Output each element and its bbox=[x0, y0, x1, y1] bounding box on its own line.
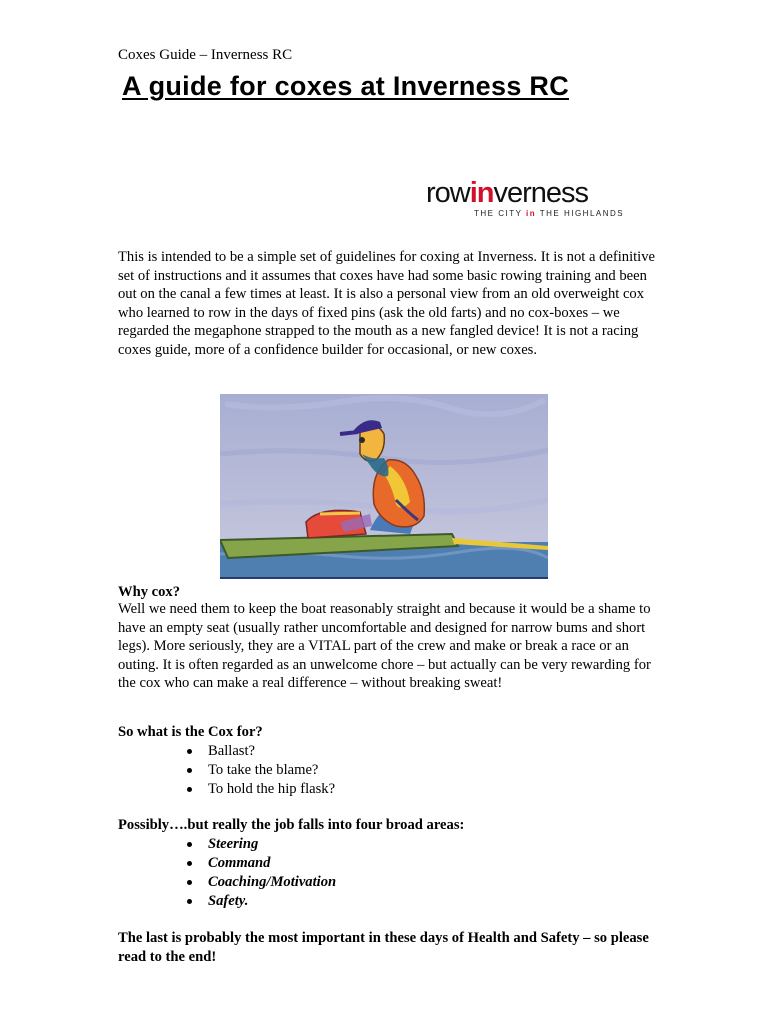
logo-tagline bbox=[426, 209, 625, 219]
rowinverness-logo bbox=[426, 177, 625, 222]
cox-in-boat-illustration bbox=[220, 394, 548, 580]
closing-note: The last is probably the most important in these days of Health and Safety – so please read to the end! bbox=[118, 930, 649, 965]
why-cox-paragraph: Well we need them to keep the boat reasonably straight and because it would be a shame to have an empty seat (usually rather uncomfortable and designed for narrow bums and short legs). More seriously, they are a VITAL part of the crew and make or break a race or an outing. It is often regarded as an unwelcome chore – but actually can be very rewarding for the cox who can make a real difference – without breaking sweat! bbox=[118, 601, 651, 692]
running-head: Coxes Guide – Inverness RC bbox=[118, 47, 293, 63]
what-for-list bbox=[186, 742, 335, 799]
four-areas-heading: Possibly….but really the job falls into four broad areas: bbox=[118, 817, 465, 833]
list-item: Coaching/Motivation bbox=[186, 873, 336, 892]
list-item: To hold the hip flask? bbox=[186, 780, 335, 799]
logo-tagline-prefix: THE CITY bbox=[474, 209, 523, 218]
list-item: To take the blame? bbox=[186, 761, 335, 780]
list-item: Safety. bbox=[186, 892, 336, 911]
logo-word-suffix: verness bbox=[493, 177, 589, 209]
list-item: Command bbox=[186, 854, 336, 873]
list-item: Steering bbox=[186, 835, 336, 854]
logo-tagline-highlight: in bbox=[526, 209, 537, 218]
page-title: A guide for coxes at Inverness RC bbox=[122, 71, 570, 101]
logo-wordmark bbox=[426, 178, 606, 208]
what-for-heading: So what is the Cox for? bbox=[118, 724, 263, 740]
why-cox-heading: Why cox? bbox=[118, 584, 181, 600]
list-item: Ballast? bbox=[186, 742, 335, 761]
logo-word-highlight: in bbox=[469, 177, 494, 209]
four-areas-list bbox=[186, 835, 336, 911]
logo-word-prefix: row bbox=[426, 177, 470, 209]
logo-tagline-suffix: THE HIGHLANDS bbox=[539, 209, 625, 218]
intro-paragraph: This is intended to be a simple set of guidelines for coxing at Inverness. It is not a definitive set of instructions and it assumes that coxes have had some basic rowing training and been out on the canal a few times at least. It is also a personal view from an old overweight cox who learned to row in the days of fixed pins (ask the old farts) and no cox-boxes – we regarded the megaphone strapped to the mouth as a new fangled device! It is not a racing coxes guide, more of a confidence builder for occasional, or new coxes. bbox=[118, 249, 656, 358]
